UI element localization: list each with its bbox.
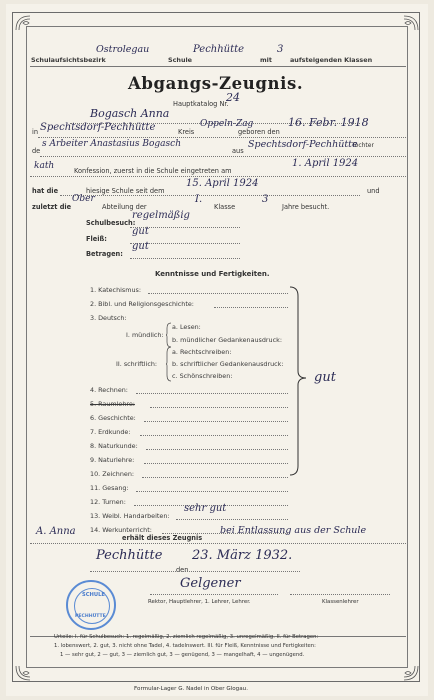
subject-dotted-line — [142, 477, 288, 478]
subject-werkunterricht: 14. Werkunterricht: — [90, 526, 152, 534]
hat-dotted-line — [60, 195, 360, 196]
receipt-reason: bei Entlassung aus der Schule — [220, 525, 367, 536]
bracket-grade: gut — [314, 370, 336, 385]
subject-gesang: 11. Gesang: — [90, 484, 129, 492]
subject-dotted-line — [140, 435, 288, 436]
betragen-dotted-line — [130, 258, 240, 259]
subject-dotted-line — [144, 421, 288, 422]
subject-dotted-line — [146, 449, 288, 450]
school-label: Schule — [168, 56, 193, 64]
subject-rechnen: 4. Rechnen: — [90, 386, 128, 394]
catalog-value: 24 — [226, 91, 240, 104]
years-value: 3 — [262, 194, 269, 205]
receipt-dotted-line — [30, 543, 406, 544]
aus-label: aus — [232, 147, 244, 155]
schoenschreiben-label: c. Schönschreiben: — [172, 372, 233, 380]
knowledge-heading: Kenntnisse und Fertigkeiten. — [155, 270, 270, 278]
header-rule — [30, 66, 406, 67]
lesen-label: a. Lesen: — [172, 323, 201, 331]
fleiss-value: gut — [132, 226, 149, 237]
years-label: Jahre besucht. — [282, 203, 330, 211]
betragen-label: Betragen: — [86, 250, 123, 258]
signature: Gelgener — [180, 576, 241, 591]
subject-raumlehre: 5. Raumlehre: — [90, 400, 135, 408]
corner-ornament-icon — [402, 14, 420, 32]
school-stamp — [66, 580, 116, 630]
subject-naturlehre: 9. Naturlehre: — [90, 456, 135, 464]
classes-value: 3 — [277, 44, 284, 55]
in-label: in — [32, 128, 39, 136]
subject-deutsch: 3. Deutsch: — [90, 314, 127, 322]
konfession-value: kath — [34, 161, 55, 171]
subject-religion: 2. Bibl. und Religionsgeschichte: — [90, 300, 194, 308]
corner-ornament-icon — [14, 664, 32, 682]
abteilung-label: Abteilung der — [102, 203, 147, 211]
legend-line-3: 1 — sehr gut, 2 — gut, 3 — ziemlich gut, 3 — genügend, 3 — mangelhaft, 4 — ungenügend. — [60, 652, 305, 658]
district-label: Schulaufsichtsbezirk — [31, 56, 106, 64]
born-label: geboren den — [238, 128, 280, 136]
muendlich-gedanken-label: b. mündlicher Gedankenausdruck: — [172, 336, 282, 344]
parent-prefix: de — [32, 147, 41, 155]
kreis-label: Kreis — [178, 128, 195, 136]
zuletzt-label: zuletzt die — [32, 203, 72, 211]
handarbeiten-grade: sehr gut — [184, 503, 227, 514]
betragen-value: gut — [132, 241, 149, 252]
schulbesuch-label: Schulbesuch: — [86, 219, 136, 227]
parent-dotted-line — [40, 156, 406, 157]
receipt-name: A. Anna — [36, 526, 76, 537]
subject-dotted-line — [136, 393, 288, 394]
klasse-value: I. — [195, 194, 203, 205]
den-label: den — [176, 566, 189, 574]
deutsch-schriftlich: II. schriftlich: — [116, 360, 158, 368]
signature-dotted-line — [150, 594, 278, 595]
tochter-label: Tochter — [352, 142, 374, 149]
subject-turnen: 12. Turnen: — [90, 498, 126, 506]
subject-dotted-line — [150, 407, 288, 408]
subject-handarbeiten: 13. Weibl. Handarbeiten: — [90, 512, 170, 520]
classes-label: aufsteigenden Klassen — [290, 56, 373, 64]
subject-dotted-line — [136, 491, 288, 492]
hat-label: hat die — [32, 187, 59, 195]
birth-place: Spechtsdorf-Pechhütte — [40, 122, 156, 133]
schriftlich-gedanken-label: b. schriftlicher Gedankenausdruck: — [172, 360, 284, 368]
subject-katechismus: 1. Katechismus: — [90, 286, 141, 294]
subject-dotted-line — [214, 307, 288, 308]
born-value: 16. Febr. 1918 — [288, 116, 369, 129]
student-name: Bogasch Anna — [90, 107, 170, 120]
receipt-label: erhält dieses Zeugnis — [122, 534, 203, 542]
date-dotted-line — [90, 571, 300, 572]
entered-value: 1. April 1924 — [292, 158, 359, 169]
fleiss-label: Fleiß: — [86, 235, 107, 243]
district-value: Ostrolegau — [96, 44, 150, 55]
since-value: 15. April 1924 — [186, 178, 259, 189]
corner-ornament-icon — [402, 664, 420, 682]
subject-geschichte: 6. Geschichte: — [90, 414, 136, 422]
subject-dotted-line — [144, 463, 288, 464]
deutsch-muendlich: I. mündlich: — [126, 331, 164, 339]
schulbesuch-value: regelmäßig — [132, 210, 190, 221]
signature-caption: Rektor, Hauptlehrer, 1. Lehrer, Lehrer. — [148, 599, 251, 605]
aus-value: Spechtsdorf-Pechhütte — [248, 139, 358, 150]
school-value: Pechhütte — [193, 44, 245, 55]
issue-date: 23. März 1932. — [192, 548, 293, 563]
konfession-label: Konfession, zuerst in die Schule eingetreten am — [74, 167, 232, 175]
rechtschreiben-label: a. Rechtschreiben: — [172, 348, 232, 356]
hiesige-label: hiesige Schule seit dem — [86, 187, 165, 195]
konfession-dotted-line — [30, 176, 406, 177]
subject-zeichnen: 10. Zeichnen: — [90, 470, 135, 478]
corner-ornament-icon — [14, 14, 32, 32]
issue-place: Pechhütte — [96, 548, 163, 563]
legend-line-1: Urteile: I. für Schulbesuch: 1. regelmäßig, 2. ziemlich regelmäßig, 3. unregelmäßig. II. für Betragen: — [54, 634, 319, 640]
subject-erdkunde: 7. Erdkunde: — [90, 428, 131, 436]
kreis-value: Oppeln-Zag — [200, 119, 254, 129]
catalog-label: Hauptkatalog Nr. — [173, 100, 229, 108]
mit-label: mit — [260, 56, 272, 64]
subject-dotted-line — [148, 293, 288, 294]
born-dotted-line — [38, 137, 406, 138]
class-teacher-caption: Klassenlehrer — [322, 599, 359, 605]
subject-dotted-line — [176, 519, 288, 520]
stamp-bottom-text: PECHHÜTTE — [75, 614, 106, 619]
legend-line-2: 1. lobenswert, 2. gut, 3. nicht ohne Tadel, 4. tadelnswert. III. für Fleiß, Kenntnisse und Fertigkeiten: — [54, 643, 316, 649]
subject-naturkunde: 8. Naturkunde: — [90, 442, 138, 450]
printer-footer: Formular-Lager G. Nadel in Ober Glogau. — [134, 686, 248, 692]
klasse-label: Klasse — [214, 203, 236, 211]
parent-value: s Arbeiter Anastasius Bogasch — [42, 139, 182, 149]
page-title: Abgangs-Zeugnis. — [128, 74, 304, 93]
teacher-dotted-line — [290, 594, 390, 595]
stamp-top-text: SCHULE — [82, 592, 105, 598]
abteilung-value: Ober — [72, 194, 95, 204]
und-label: und — [367, 187, 380, 195]
